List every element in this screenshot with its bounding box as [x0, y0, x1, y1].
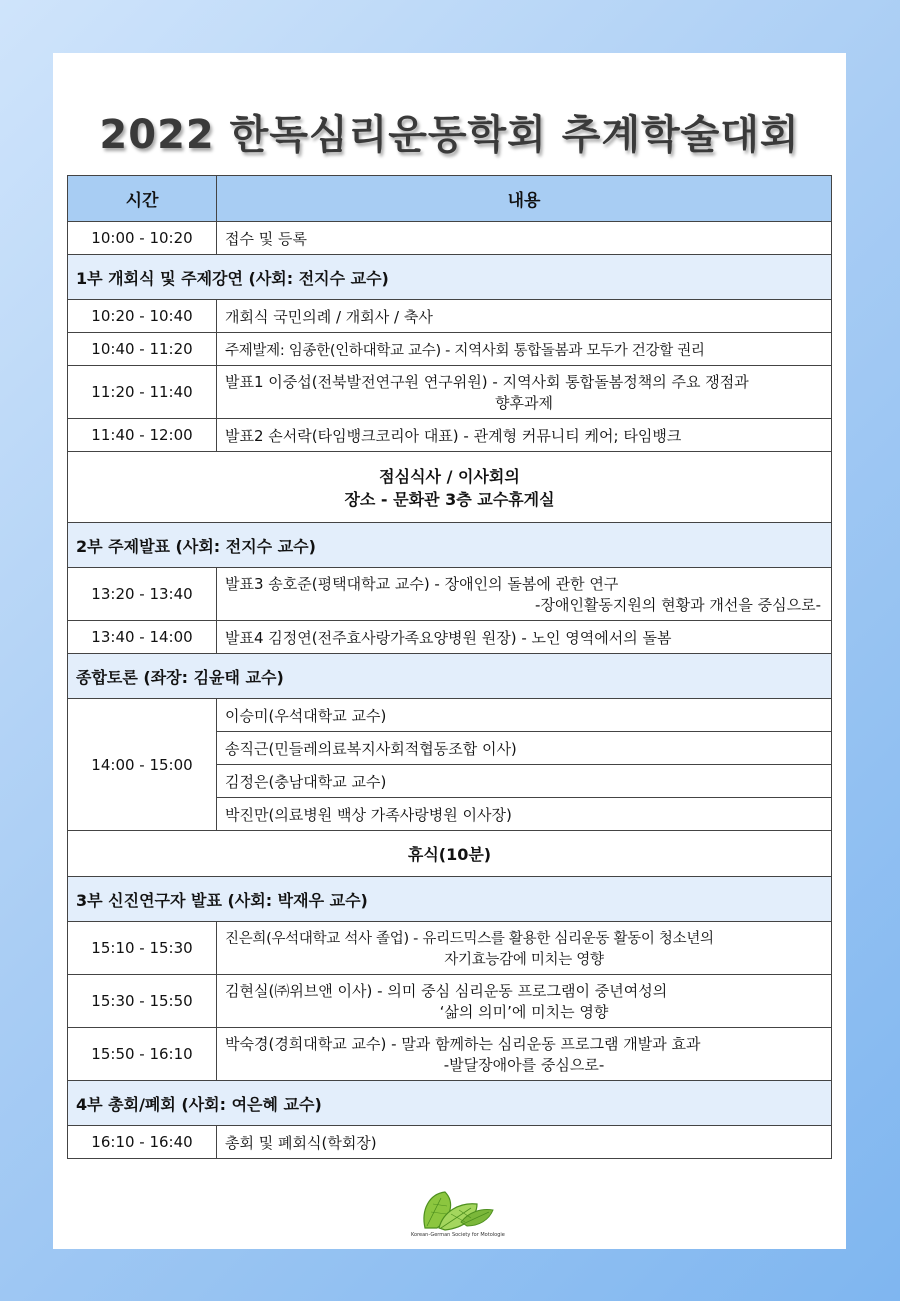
section-title: 3부 신진연구자 발표 (사회: 박재우 교수)	[68, 877, 832, 922]
row-content: 접수 및 등록	[217, 222, 832, 255]
panelist: 박진만(의료병원 백상 가족사랑병원 이사장)	[217, 798, 832, 831]
row-content	[217, 975, 832, 1028]
row-content-line1: 발표1 이중섭(전북발전연구원 연구위원) - 지역사회 통합돌봄정책의 주요 쟁점과	[225, 373, 749, 391]
row-content	[217, 366, 832, 419]
program-sheet	[53, 53, 846, 1249]
table-row	[68, 975, 832, 1028]
section-row	[68, 255, 832, 300]
panelist: 이승미(우석대학교 교수)	[217, 699, 832, 732]
row-content-line2: -발달장애아를 중심으로-	[443, 1056, 605, 1074]
table-header-row	[68, 176, 832, 222]
row-time: 10:40 - 11:20	[68, 333, 217, 366]
row-content	[217, 1028, 832, 1081]
logo-text: Korean-German Society for Motologie	[411, 1232, 505, 1238]
row-content-line1: 발표3 송호준(평택대학교 교수) - 장애인의 돌봄에 관한 연구	[225, 575, 619, 593]
row-content-line1: 진은희(우석대학교 석사 졸업) - 유리드믹스를 활용한 심리운동 활동이 청소년의	[225, 931, 714, 947]
row-content: 발표4 김정연(전주효사랑가족요양병원 원장) - 노인 영역에서의 돌봄	[217, 621, 832, 654]
row-time: 15:30 - 15:50	[68, 975, 217, 1028]
table-row	[68, 419, 832, 452]
row-content-line2: 향후과제	[495, 394, 553, 412]
row-content: 총회 및 폐회식(학회장)	[217, 1126, 832, 1159]
break-row	[68, 831, 832, 877]
row-content: 개회식 국민의례 / 개회사 / 축사	[217, 300, 832, 333]
lunch-line2: 장소 - 문화관 3층 교수휴게실	[344, 490, 555, 509]
row-time: 13:40 - 14:00	[68, 621, 217, 654]
section-title: 종합토론 (좌장: 김윤태 교수)	[68, 654, 832, 699]
row-content: 발표2 손서락(타임뱅크코리아 대표) - 관계형 커뮤니티 케어; 타임뱅크	[217, 419, 832, 452]
row-content	[217, 922, 832, 975]
section-row	[68, 1081, 832, 1126]
row-content: 주제발제: 임종한(인하대학교 교수) - 지역사회 통합돌봄과 모두가 건강할 권리	[217, 333, 832, 366]
header-time: 시간	[68, 176, 217, 222]
row-time: 16:10 - 16:40	[68, 1126, 217, 1159]
section-row	[68, 654, 832, 699]
break-info: 휴식(10분)	[68, 831, 832, 877]
leaf-logo-icon	[411, 1188, 501, 1234]
section-row	[68, 523, 832, 568]
society-logo	[411, 1188, 505, 1240]
row-time: 10:00 - 10:20	[68, 222, 217, 255]
panelist: 송직근(민들레의료복지사회적협동조합 이사)	[217, 732, 832, 765]
table-row	[68, 1028, 832, 1081]
lunch-line1: 점심식사 / 이사회의	[379, 467, 520, 486]
table-row	[68, 222, 832, 255]
header-content: 내용	[217, 176, 832, 222]
row-content	[217, 568, 832, 621]
row-time: 11:40 - 12:00	[68, 419, 217, 452]
panel-row	[68, 699, 832, 732]
panelist: 김정은(충남대학교 교수)	[217, 765, 832, 798]
section-title: 2부 주제발표 (사회: 전지수 교수)	[68, 523, 832, 568]
row-content-line2: -장애인활동지원의 현황과 개선을 중심으로-	[535, 596, 821, 614]
table-row	[68, 300, 832, 333]
table-row	[68, 568, 832, 621]
row-content-line1: 박숙경(경희대학교 교수) - 말과 함께하는 심리운동 프로그램 개발과 효과	[225, 1035, 701, 1053]
page-title: 2022 한독심리운동학회 추계학술대회	[99, 112, 800, 158]
row-time: 15:50 - 16:10	[68, 1028, 217, 1081]
section-row	[68, 877, 832, 922]
row-content-line2: ‘삶의 의미’에 미치는 영향	[439, 1003, 609, 1021]
lunch-info	[68, 452, 832, 523]
table-row	[68, 333, 832, 366]
row-time: 15:10 - 15:30	[68, 922, 217, 975]
table-row	[68, 621, 832, 654]
table-row	[68, 366, 832, 419]
row-time: 14:00 - 15:00	[68, 699, 217, 831]
section-title: 4부 총회/폐회 (사회: 여은혜 교수)	[68, 1081, 832, 1126]
table-row	[68, 1126, 832, 1159]
row-time: 11:20 - 11:40	[68, 366, 217, 419]
row-time: 10:20 - 10:40	[68, 300, 217, 333]
schedule-table	[67, 175, 832, 1159]
row-content-line1: 김현실(㈜위브앤 이사) - 의미 중심 심리운동 프로그램이 중년여성의	[225, 982, 668, 1000]
row-content-line2: 자기효능감에 미치는 영향	[444, 952, 604, 968]
lunch-row	[68, 452, 832, 523]
table-row	[68, 922, 832, 975]
section-title: 1부 개회식 및 주제강연 (사회: 전지수 교수)	[68, 255, 832, 300]
row-time: 13:20 - 13:40	[68, 568, 217, 621]
